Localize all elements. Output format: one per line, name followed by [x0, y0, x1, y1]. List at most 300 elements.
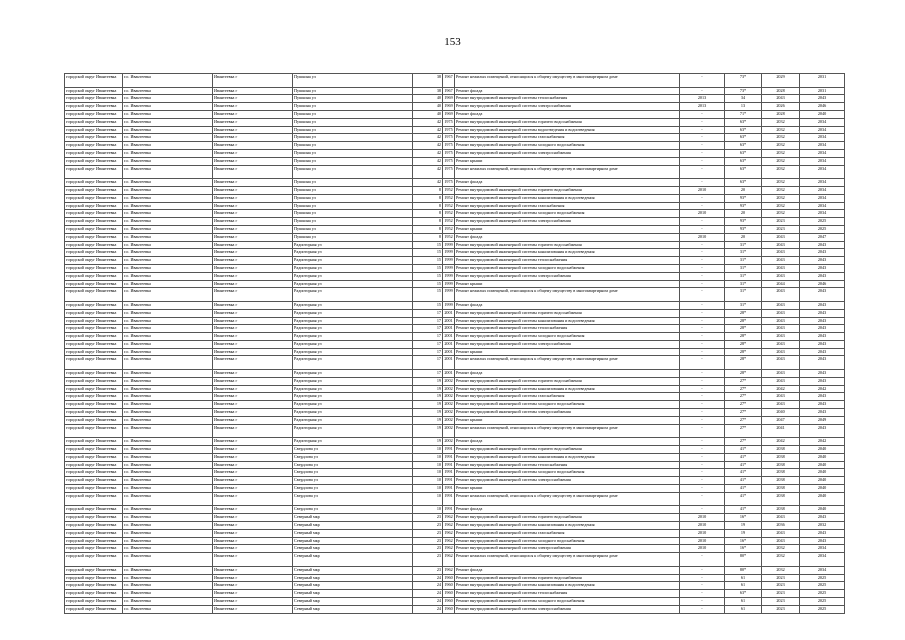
last-repair-year-cell: -: [680, 301, 725, 309]
build-year-cell: 1991: [443, 492, 455, 506]
plan-end-year-cell: 2043: [800, 529, 845, 537]
build-year-cell: 1991: [443, 461, 455, 469]
plan-end-year-cell: 2034: [800, 553, 845, 567]
plan-start-year-cell: 2032: [762, 157, 800, 165]
settlement-cell: Ивантеевка г: [213, 301, 293, 309]
street-cell: Северный мкр: [293, 597, 413, 605]
wear-percent-cell: 31*: [725, 249, 762, 257]
work-type-cell: Ремонт внутридомовой инженерной системы теплоснабжения: [455, 461, 680, 469]
street-cell: Радиоторная ул: [293, 280, 413, 288]
district-cell: г.о. Ивантеевка: [123, 590, 213, 598]
plan-end-year-cell: 2043: [800, 317, 845, 325]
settlement-cell: Ивантеевка г: [213, 356, 293, 370]
street-cell: Радиоторная ул: [293, 393, 413, 401]
plan-start-year-cell: 2032: [762, 202, 800, 210]
street-cell: Радиоторная ул: [293, 370, 413, 378]
house-number-cell: 15: [413, 257, 443, 265]
street-cell: Северный мкр: [293, 537, 413, 545]
last-repair-year-cell: -: [680, 272, 725, 280]
plan-start-year-cell: 2038: [762, 469, 800, 477]
street-cell: Пушкина ул: [293, 142, 413, 150]
plan-start-year-cell: 2043: [762, 529, 800, 537]
municipality-cell: городской округ Ивантеевка: [65, 385, 123, 393]
street-cell: Пушкина ул: [293, 118, 413, 126]
house-number-cell: 23: [413, 553, 443, 567]
house-number-cell: 10: [413, 506, 443, 514]
house-number-cell: 23: [413, 514, 443, 522]
district-cell: г.о. Ивантеевка: [123, 605, 213, 613]
plan-end-year-cell: 2034: [800, 149, 845, 157]
district-cell: г.о. Ивантеевка: [123, 545, 213, 553]
plan-end-year-cell: 2032: [800, 522, 845, 530]
wear-percent-cell: 71*: [725, 110, 762, 118]
build-year-cell: 1962: [443, 522, 455, 530]
district-cell: г.о. Ивантеевка: [123, 453, 213, 461]
house-number-cell: 15: [413, 241, 443, 249]
last-repair-year-cell: -: [680, 416, 725, 424]
settlement-cell: Ивантеевка г: [213, 257, 293, 265]
street-cell: Северный мкр: [293, 545, 413, 553]
last-repair-year-cell: -: [680, 194, 725, 202]
work-type-cell: Ремонт нежилых помещений, относящихся к общему имуществу в многоквартирном доме: [455, 74, 680, 88]
plan-end-year-cell: 2043: [800, 514, 845, 522]
build-year-cell: 1969: [443, 110, 455, 118]
last-repair-year-cell: -: [680, 506, 725, 514]
settlement-cell: Ивантеевка г: [213, 537, 293, 545]
settlement-cell: Ивантеевка г: [213, 370, 293, 378]
table-row: [65, 103, 845, 111]
work-type-cell: Ремонт внутридомовой инженерной системы газоснабжения: [455, 393, 680, 401]
municipality-cell: городской округ Ивантеевка: [65, 582, 123, 590]
wear-percent-cell: 28*: [725, 340, 762, 348]
wear-percent-cell: 93*: [725, 225, 762, 233]
house-number-cell: 23: [413, 522, 443, 530]
work-type-cell: Ремонт внутридомовой инженерной системы теплоснабжения: [455, 325, 680, 333]
wear-percent-cell: 20: [725, 210, 762, 218]
street-cell: Радиоторная ул: [293, 309, 413, 317]
district-cell: г.о. Ивантеевка: [123, 325, 213, 333]
house-number-cell: 40: [413, 110, 443, 118]
plan-end-year-cell: 2040: [800, 485, 845, 493]
table-row: [65, 194, 845, 202]
last-repair-year-cell: -: [680, 118, 725, 126]
wear-percent-cell: 16*: [725, 514, 762, 522]
settlement-cell: Ивантеевка г: [213, 149, 293, 157]
district-cell: г.о. Ивантеевка: [123, 553, 213, 567]
table-row: [65, 325, 845, 333]
house-number-cell: 24: [413, 597, 443, 605]
work-type-cell: Ремонт внутридомовой инженерной системы канализования и водоотведения: [455, 194, 680, 202]
street-cell: Северный мкр: [293, 553, 413, 567]
plan-end-year-cell: 2043: [800, 301, 845, 309]
last-repair-year-cell: -: [680, 149, 725, 157]
settlement-cell: Ивантеевка г: [213, 477, 293, 485]
municipality-cell: городской округ Ивантеевка: [65, 280, 123, 288]
table-row: [65, 348, 845, 356]
wear-percent-cell: 16*: [725, 545, 762, 553]
wear-percent-cell: 19: [725, 522, 762, 530]
district-cell: г.о. Ивантеевка: [123, 317, 213, 325]
build-year-cell: 1999: [443, 241, 455, 249]
table-row: [65, 469, 845, 477]
plan-start-year-cell: 2023: [762, 582, 800, 590]
plan-end-year-cell: 2040: [800, 477, 845, 485]
street-cell: Радиоторная ул: [293, 325, 413, 333]
wear-percent-cell: 16*: [725, 537, 762, 545]
plan-end-year-cell: 2025: [800, 582, 845, 590]
plan-start-year-cell: 2028: [762, 110, 800, 118]
street-cell: Радиоторная ул: [293, 249, 413, 257]
house-number-cell: 24: [413, 590, 443, 598]
settlement-cell: Ивантеевка г: [213, 87, 293, 95]
settlement-cell: Ивантеевка г: [213, 202, 293, 210]
table-row: [65, 453, 845, 461]
table-row: [65, 186, 845, 194]
table-row: [65, 401, 845, 409]
settlement-cell: Ивантеевка г: [213, 385, 293, 393]
build-year-cell: 2002: [443, 424, 455, 438]
build-year-cell: 1967: [443, 87, 455, 95]
settlement-cell: Ивантеевка г: [213, 409, 293, 417]
table-row: [65, 118, 845, 126]
plan-end-year-cell: 2046: [800, 280, 845, 288]
settlement-cell: Ивантеевка г: [213, 461, 293, 469]
house-number-cell: 10: [413, 477, 443, 485]
build-year-cell: 2002: [443, 385, 455, 393]
build-year-cell: 1999: [443, 264, 455, 272]
build-year-cell: 1991: [443, 453, 455, 461]
district-cell: г.о. Ивантеевка: [123, 348, 213, 356]
settlement-cell: Ивантеевка г: [213, 348, 293, 356]
wear-percent-cell: 31*: [725, 301, 762, 309]
settlement-cell: Ивантеевка г: [213, 249, 293, 257]
last-repair-year-cell: 2010: [680, 545, 725, 553]
settlement-cell: Ивантеевка г: [213, 582, 293, 590]
street-cell: Пушкина ул: [293, 233, 413, 241]
build-year-cell: 2001: [443, 348, 455, 356]
table-row: [65, 424, 845, 438]
district-cell: г.о. Ивантеевка: [123, 103, 213, 111]
build-year-cell: 1960: [443, 605, 455, 613]
last-repair-year-cell: -: [680, 317, 725, 325]
work-type-cell: Ремонт внутридомовой инженерной системы горячего водоснабжения: [455, 118, 680, 126]
plan-end-year-cell: 2040: [800, 446, 845, 454]
municipality-cell: городской округ Ивантеевка: [65, 202, 123, 210]
wear-percent-cell: 61: [725, 582, 762, 590]
wear-percent-cell: 63*: [725, 179, 762, 187]
house-number-cell: 17: [413, 325, 443, 333]
street-cell: Пушкина ул: [293, 165, 413, 179]
build-year-cell: 2001: [443, 370, 455, 378]
table-row: [65, 264, 845, 272]
wear-percent-cell: 41*: [725, 506, 762, 514]
work-type-cell: Ремонт внутридомовой инженерной системы газоснабжения: [455, 529, 680, 537]
settlement-cell: Ивантеевка г: [213, 264, 293, 272]
work-type-cell: Ремонт нежилых помещений, относящихся к общему имуществу в многоквартирном доме: [455, 424, 680, 438]
street-cell: Свердлова ул: [293, 469, 413, 477]
plan-end-year-cell: 2043: [800, 370, 845, 378]
plan-start-year-cell: 2029: [762, 74, 800, 88]
work-type-cell: Ремонт внутридомовой инженерной системы горячего водоснабжения: [455, 514, 680, 522]
settlement-cell: Ивантеевка г: [213, 309, 293, 317]
plan-end-year-cell: 2043: [800, 95, 845, 103]
last-repair-year-cell: -: [680, 202, 725, 210]
street-cell: Пушкина ул: [293, 74, 413, 88]
municipality-cell: городской округ Ивантеевка: [65, 134, 123, 142]
build-year-cell: 1952: [443, 202, 455, 210]
district-cell: г.о. Ивантеевка: [123, 301, 213, 309]
settlement-cell: Ивантеевка г: [213, 453, 293, 461]
district-cell: г.о. Ивантеевка: [123, 477, 213, 485]
district-cell: г.о. Ивантеевка: [123, 280, 213, 288]
settlement-cell: Ивантеевка г: [213, 142, 293, 150]
municipality-cell: городской округ Ивантеевка: [65, 194, 123, 202]
house-number-cell: 8: [413, 218, 443, 226]
table-row: [65, 110, 845, 118]
district-cell: г.о. Ивантеевка: [123, 110, 213, 118]
street-cell: Северный мкр: [293, 566, 413, 574]
plan-end-year-cell: 2043: [800, 241, 845, 249]
street-cell: Свердлова ул: [293, 492, 413, 506]
plan-end-year-cell: 2049: [800, 416, 845, 424]
settlement-cell: Ивантеевка г: [213, 103, 293, 111]
district-cell: г.о. Ивантеевка: [123, 249, 213, 257]
district-cell: г.о. Ивантеевка: [123, 566, 213, 574]
work-type-cell: Ремонт фасада: [455, 179, 680, 187]
wear-percent-cell: 27*: [725, 385, 762, 393]
district-cell: г.о. Ивантеевка: [123, 134, 213, 142]
settlement-cell: Ивантеевка г: [213, 225, 293, 233]
house-number-cell: 15: [413, 288, 443, 302]
plan-start-year-cell: 2043: [762, 348, 800, 356]
build-year-cell: 1952: [443, 194, 455, 202]
street-cell: Пушкина ул: [293, 126, 413, 134]
plan-end-year-cell: 2043: [800, 333, 845, 341]
table-row: [65, 574, 845, 582]
build-year-cell: 1960: [443, 590, 455, 598]
house-number-cell: 40: [413, 103, 443, 111]
municipality-cell: городской округ Ивантеевка: [65, 469, 123, 477]
last-repair-year-cell: 2010: [680, 514, 725, 522]
wear-percent-cell: 63*: [725, 118, 762, 126]
table-row: [65, 553, 845, 567]
last-repair-year-cell: -: [680, 424, 725, 438]
wear-percent-cell: 28*: [725, 348, 762, 356]
house-number-cell: 10: [413, 461, 443, 469]
plan-end-year-cell: 2034: [800, 202, 845, 210]
plan-end-year-cell: 2043: [800, 249, 845, 257]
house-number-cell: 42: [413, 179, 443, 187]
table-row: [65, 340, 845, 348]
municipality-cell: городской округ Ивантеевка: [65, 118, 123, 126]
work-type-cell: Ремонт фасада: [455, 438, 680, 446]
municipality-cell: городской округ Ивантеевка: [65, 453, 123, 461]
street-cell: Свердлова ул: [293, 485, 413, 493]
district-cell: г.о. Ивантеевка: [123, 218, 213, 226]
last-repair-year-cell: -: [680, 553, 725, 567]
work-type-cell: Ремонт внутридомовой инженерной системы канализования и водоотведения: [455, 317, 680, 325]
last-repair-year-cell: -: [680, 74, 725, 88]
street-cell: Северный мкр: [293, 514, 413, 522]
table-row: [65, 218, 845, 226]
wear-percent-cell: 63*: [725, 165, 762, 179]
work-type-cell: Ремонт внутридомовой инженерной системы холодного водоснабжения: [455, 333, 680, 341]
municipality-cell: городской округ Ивантеевка: [65, 522, 123, 530]
plan-start-year-cell: 2043: [762, 537, 800, 545]
plan-end-year-cell: 2031: [800, 87, 845, 95]
district-cell: г.о. Ивантеевка: [123, 272, 213, 280]
settlement-cell: Ивантеевка г: [213, 333, 293, 341]
street-cell: Свердлова ул: [293, 446, 413, 454]
table-row: [65, 438, 845, 446]
settlement-cell: Ивантеевка г: [213, 424, 293, 438]
table-row: [65, 356, 845, 370]
municipality-cell: городской округ Ивантеевка: [65, 241, 123, 249]
work-type-cell: Ремонт внутридомовой инженерной системы теплоснабжения: [455, 590, 680, 598]
plan-start-year-cell: 2043: [762, 233, 800, 241]
work-type-cell: Ремонт внутридомовой инженерной системы электроснабжения: [455, 409, 680, 417]
plan-start-year-cell: 2042: [762, 385, 800, 393]
last-repair-year-cell: -: [680, 485, 725, 493]
last-repair-year-cell: -: [680, 356, 725, 370]
work-type-cell: Ремонт внутридомовой инженерной системы холодного водоснабжения: [455, 537, 680, 545]
district-cell: г.о. Ивантеевка: [123, 288, 213, 302]
wear-percent-cell: 28*: [725, 325, 762, 333]
last-repair-year-cell: -: [680, 385, 725, 393]
plan-start-year-cell: 2043: [762, 317, 800, 325]
municipality-cell: городской округ Ивантеевка: [65, 126, 123, 134]
work-type-cell: Ремонт крыши: [455, 348, 680, 356]
settlement-cell: Ивантеевка г: [213, 288, 293, 302]
plan-end-year-cell: 2040: [800, 110, 845, 118]
table-row: [65, 605, 845, 613]
plan-start-year-cell: 2043: [762, 377, 800, 385]
plan-start-year-cell: 2036: [762, 522, 800, 530]
table-row: [65, 126, 845, 134]
build-year-cell: 1952: [443, 233, 455, 241]
district-cell: г.о. Ивантеевка: [123, 186, 213, 194]
municipality-cell: городской округ Ивантеевка: [65, 461, 123, 469]
table-row: [65, 377, 845, 385]
district-cell: г.о. Ивантеевка: [123, 241, 213, 249]
plan-start-year-cell: 2043: [762, 264, 800, 272]
work-type-cell: Ремонт внутридомовой инженерной системы канализования и водоотведения: [455, 249, 680, 257]
street-cell: Пушкина ул: [293, 210, 413, 218]
municipality-cell: городской округ Ивантеевка: [65, 110, 123, 118]
house-number-cell: 10: [413, 453, 443, 461]
plan-end-year-cell: 2040: [800, 506, 845, 514]
district-cell: г.о. Ивантеевка: [123, 257, 213, 265]
table-row: [65, 272, 845, 280]
district-cell: г.о. Ивантеевка: [123, 597, 213, 605]
build-year-cell: 1999: [443, 288, 455, 302]
municipality-cell: городской округ Ивантеевка: [65, 301, 123, 309]
wear-percent-cell: 28*: [725, 356, 762, 370]
municipality-cell: городской округ Ивантеевка: [65, 157, 123, 165]
district-cell: г.о. Ивантеевка: [123, 370, 213, 378]
plan-end-year-cell: 2040: [800, 461, 845, 469]
last-repair-year-cell: 2010: [680, 210, 725, 218]
plan-end-year-cell: 2040: [800, 492, 845, 506]
settlement-cell: Ивантеевка г: [213, 95, 293, 103]
municipality-cell: городской округ Ивантеевка: [65, 210, 123, 218]
wear-percent-cell: 27*: [725, 438, 762, 446]
plan-start-year-cell: 2023: [762, 225, 800, 233]
municipality-cell: городской округ Ивантеевка: [65, 142, 123, 150]
house-number-cell: 24: [413, 605, 443, 613]
work-type-cell: Ремонт крыши: [455, 485, 680, 493]
house-number-cell: 8: [413, 194, 443, 202]
plan-start-year-cell: 2043: [762, 309, 800, 317]
district-cell: г.о. Ивантеевка: [123, 409, 213, 417]
table-row: [65, 514, 845, 522]
house-number-cell: 19: [413, 385, 443, 393]
work-type-cell: Ремонт внутридомовой инженерной системы холодного водоснабжения: [455, 401, 680, 409]
settlement-cell: Ивантеевка г: [213, 110, 293, 118]
build-year-cell: 1975: [443, 126, 455, 134]
last-repair-year-cell: -: [680, 566, 725, 574]
municipality-cell: городской округ Ивантеевка: [65, 95, 123, 103]
build-year-cell: 1975: [443, 118, 455, 126]
wear-percent-cell: 61: [725, 605, 762, 613]
plan-start-year-cell: 2023: [762, 574, 800, 582]
wear-percent-cell: 61: [725, 597, 762, 605]
settlement-cell: Ивантеевка г: [213, 597, 293, 605]
settlement-cell: Ивантеевка г: [213, 186, 293, 194]
wear-percent-cell: 63*: [725, 134, 762, 142]
plan-start-year-cell: 2038: [762, 492, 800, 506]
municipality-cell: городской округ Ивантеевка: [65, 545, 123, 553]
table-row: [65, 241, 845, 249]
last-repair-year-cell: 2010: [680, 522, 725, 530]
plan-start-year-cell: 2038: [762, 461, 800, 469]
last-repair-year-cell: -: [680, 288, 725, 302]
last-repair-year-cell: -: [680, 333, 725, 341]
build-year-cell: 1962: [443, 529, 455, 537]
work-type-cell: Ремонт внутридомовой инженерной системы электроснабжения: [455, 218, 680, 226]
table-row: [65, 477, 845, 485]
street-cell: Северный мкр: [293, 582, 413, 590]
plan-start-year-cell: 2038: [762, 506, 800, 514]
table-row: [65, 385, 845, 393]
municipality-cell: городской округ Ивантеевка: [65, 485, 123, 493]
settlement-cell: Ивантеевка г: [213, 393, 293, 401]
house-number-cell: 15: [413, 301, 443, 309]
work-type-cell: Ремонт нежилых помещений, относящихся к общему имуществу в многоквартирном доме: [455, 165, 680, 179]
table-row: [65, 545, 845, 553]
build-year-cell: 2001: [443, 340, 455, 348]
house-number-cell: 17: [413, 309, 443, 317]
work-type-cell: Ремонт внутридомовой инженерной системы горячего водоснабжения: [455, 186, 680, 194]
work-type-cell: Ремонт фасада: [455, 506, 680, 514]
work-type-cell: Ремонт внутридомовой инженерной системы электроснабжения: [455, 545, 680, 553]
settlement-cell: Ивантеевка г: [213, 210, 293, 218]
settlement-cell: Ивантеевка г: [213, 416, 293, 424]
work-type-cell: Ремонт внутридомовой инженерной системы водоотведения и водоотведения: [455, 126, 680, 134]
municipality-cell: городской округ Ивантеевка: [65, 477, 123, 485]
house-number-cell: 17: [413, 356, 443, 370]
municipality-cell: городской округ Ивантеевка: [65, 553, 123, 567]
settlement-cell: Ивантеевка г: [213, 446, 293, 454]
district-cell: г.о. Ивантеевка: [123, 461, 213, 469]
house-number-cell: 24: [413, 582, 443, 590]
wear-percent-cell: 20: [725, 233, 762, 241]
work-type-cell: Ремонт внутридомовой инженерной системы холодного водоснабжения: [455, 142, 680, 150]
wear-percent-cell: 28*: [725, 370, 762, 378]
wear-percent-cell: 41*: [725, 446, 762, 454]
wear-percent-cell: 63*: [725, 157, 762, 165]
district-cell: г.о. Ивантеевка: [123, 485, 213, 493]
